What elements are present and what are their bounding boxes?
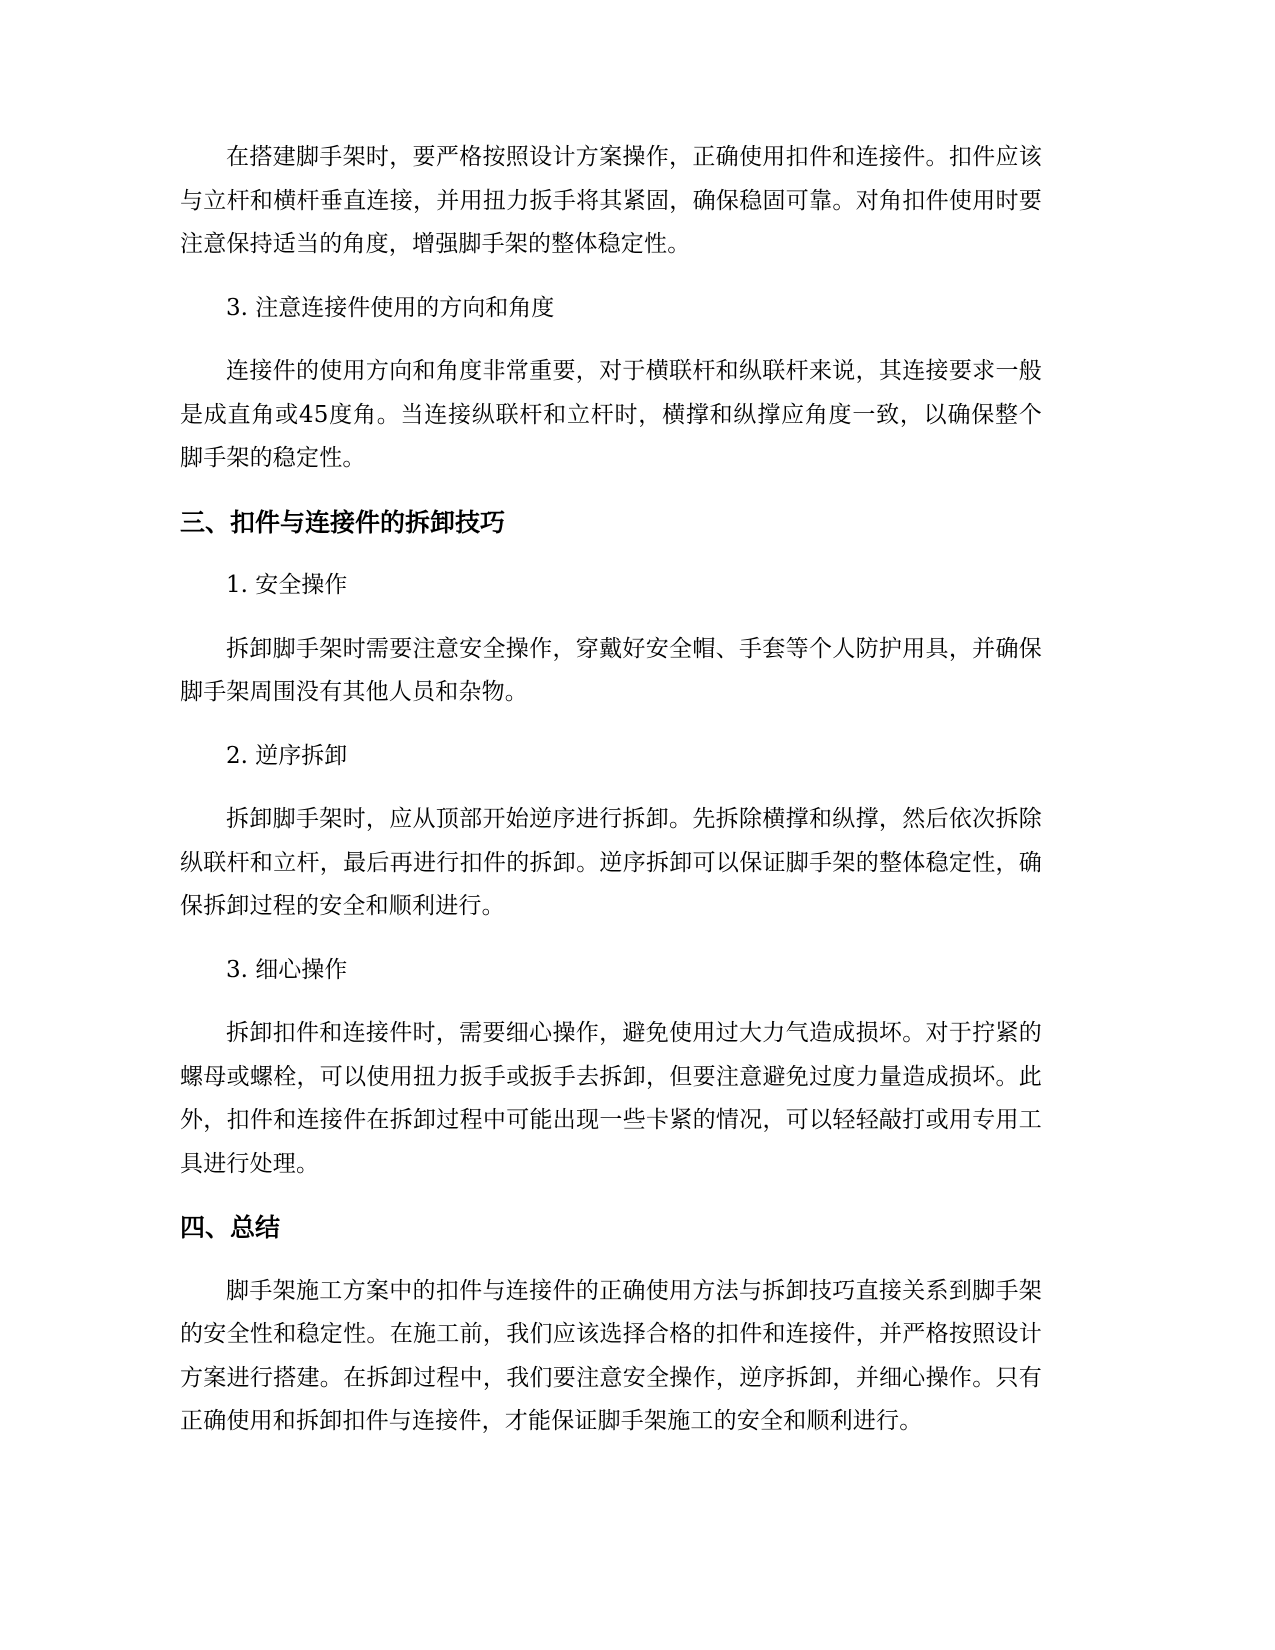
list-item-careful-operation: 3. 细心操作 (226, 956, 348, 983)
section-heading-summary: 四、总结 (180, 1213, 281, 1242)
section-heading-dismantling: 三、扣件与连接件的拆卸技巧 (180, 507, 506, 537)
paragraph-careful-operation: 拆卸扣件和连接件时，需要细心操作，避免使用过大力气造成损坏。对于拧紧的螺母或螺栓，可以使用扭力扳手或扳手去拆卸，但要注意避免过度力量造成损坏。此外，扣件和连接件在拆卸过程中可能出现一些卡紧的情况，可以轻轻敲打或用专用工具进行处理。 (180, 1020, 1042, 1177)
list-item-safe-operation: 1. 安全操作 (226, 572, 348, 598)
paragraph-installation: 在搭建脚手架时，要严格按照设计方案操作，正确使用扣件和连接件。扣件应该与立杆和横杆垂直连接，并用扭力扳手将其紧固，确保稳固可靠。对角扣件使用时要注意保持适当的角度，增强脚手架的整体稳定性。 (180, 144, 1042, 257)
document-page (180, 136, 1042, 1444)
list-item-reverse-dismantling: 2. 逆序拆卸 (226, 742, 348, 769)
list-item-connector-direction: 3. 注意连接件使用的方向和角度 (226, 294, 555, 321)
paragraph-summary: 脚手架施工方案中的扣件与连接件的正确使用方法与拆卸技巧直接关系到脚手架的安全性和稳定性。在施工前，我们应该选择合格的扣件和连接件，并严格按照设计方案进行搭建。在拆卸过程中，我们要注意安全操作，逆序拆卸，并细心操作。只有正确使用和拆卸扣件与连接件，才能保证脚手架施工的安全和顺利进行。 (180, 1277, 1042, 1434)
paragraph-safe-operation: 拆卸脚手架时需要注意安全操作，穿戴好安全帽、手套等个人防护用具，并确保脚手架周围没有其他人员和杂物。 (180, 635, 1042, 705)
paragraph-reverse-dismantling: 拆卸脚手架时，应从顶部开始逆序进行拆卸。先拆除横撑和纵撑，然后依次拆除纵联杆和立杆，最后再进行扣件的拆卸。逆序拆卸可以保证脚手架的整体稳定性，确保拆卸过程的安全和顺利进行。 (180, 806, 1042, 919)
paragraph-connector-direction: 连接件的使用方向和角度非常重要，对于横联杆和纵联杆来说，其连接要求一般是成直角或45度角。当连接纵联杆和立杆时，横撑和纵撑应角度一致，以确保整个脚手架的稳定性。 (180, 358, 1042, 471)
